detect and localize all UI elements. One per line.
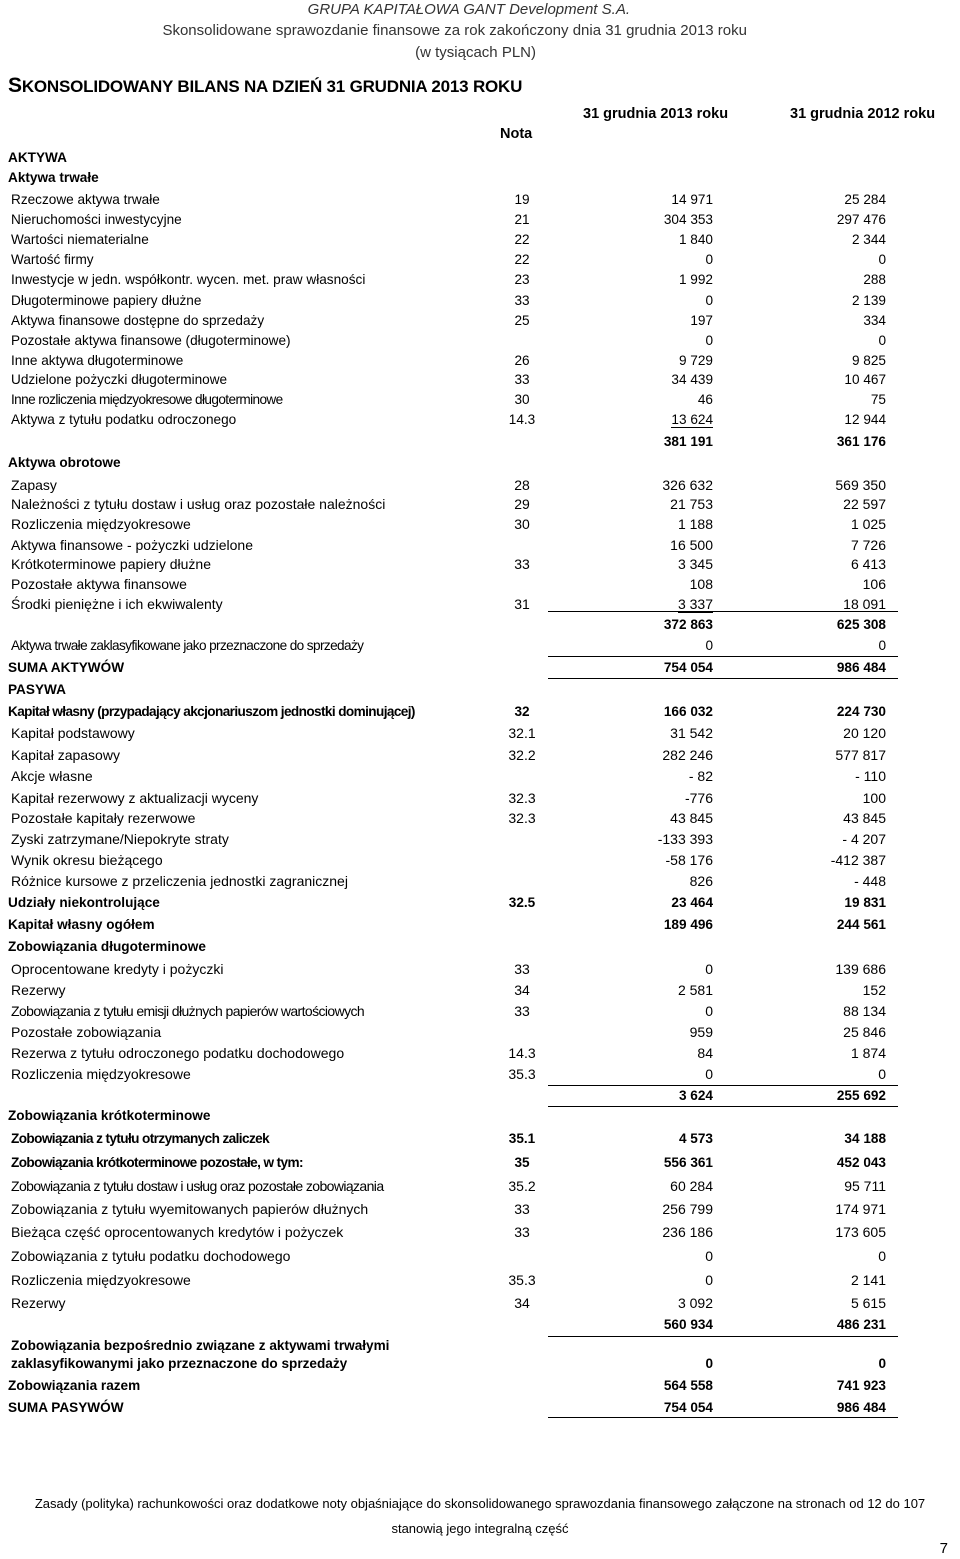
row-label: Zapasy — [11, 477, 57, 493]
value-2012: 6 413 — [850, 556, 886, 572]
value-2012: 88 134 — [843, 1003, 886, 1019]
table-row — [0, 682, 960, 702]
value-2012: 22 597 — [843, 496, 886, 512]
row-note: 33 — [514, 556, 530, 572]
row-label: Zobowiązania krótkoterminowe — [8, 1108, 211, 1123]
value-2013: 43 845 — [670, 810, 713, 826]
footer-note-cont: stanowią jego integralną część — [391, 1521, 569, 1536]
row-note: 35.3 — [508, 1066, 536, 1082]
table-row — [0, 192, 960, 212]
page-number: 7 — [939, 1540, 948, 1557]
value-2012: 43 845 — [843, 810, 886, 826]
value-2012: 152 — [862, 982, 886, 998]
value-2012: -412 387 — [830, 852, 886, 868]
value-2012: 625 308 — [836, 617, 886, 632]
row-label: Krótkoterminowe papiery dłużne — [11, 556, 211, 572]
value-2012: 0 — [878, 252, 886, 267]
table-row — [0, 939, 960, 959]
row-label: Rozliczenia międzyokresowe — [11, 1066, 191, 1082]
table-row — [0, 313, 960, 333]
table-row — [0, 516, 960, 536]
table-row — [0, 790, 960, 810]
value-2013: 46 — [697, 392, 713, 407]
value-2013: 754 054 — [663, 660, 713, 675]
table-row — [0, 1356, 960, 1376]
value-2013: 560 934 — [663, 1317, 713, 1332]
value-2012: 7 726 — [850, 537, 886, 553]
value-2012: 0 — [878, 1066, 886, 1082]
value-2013: 3 624 — [678, 1088, 713, 1103]
report-title: Skonsolidowane sprawozdanie finansowe za rok zakończony dnia 31 grudnia 2013 roku — [162, 22, 747, 39]
row-label: Rozliczenia międzyokresowe — [11, 516, 191, 532]
value-2013: -776 — [684, 790, 713, 806]
row-label: Bieżąca część oprocentowanych kredytów i pożyczek — [11, 1224, 344, 1240]
value-2013: 326 632 — [662, 477, 713, 493]
row-note: 14.3 — [508, 1045, 536, 1061]
value-2012: 2 141 — [850, 1272, 886, 1288]
value-2012: 255 692 — [836, 1088, 886, 1103]
page-title-rest: KONSOLIDOWANY BILANS NA DZIEŃ 31 GRUDNIA 2013 ROKU — [21, 77, 523, 96]
row-label: Zyski zatrzymane/Niepokryte straty — [11, 831, 229, 847]
value-2013: 197 — [690, 313, 713, 328]
row-note: 23 — [514, 272, 530, 287]
value-2013: 16 500 — [670, 537, 713, 553]
table-row — [0, 293, 960, 313]
value-2012: 569 350 — [835, 477, 886, 493]
value-2012: 18 091 — [843, 596, 886, 612]
table-row — [0, 1024, 960, 1044]
value-2012: 297 476 — [836, 212, 886, 227]
company-name: GRUPA KAPITAŁOWA GANT Development S.A. — [307, 1, 630, 18]
row-note: 33 — [514, 1201, 530, 1217]
value-2013: 3 337 — [677, 596, 713, 612]
row-note: 33 — [514, 372, 530, 387]
column-header-nota: Nota — [500, 126, 533, 142]
table-row — [0, 232, 960, 252]
table-row — [0, 596, 960, 616]
table-row — [0, 725, 960, 745]
value-2012: 34 188 — [844, 1131, 886, 1146]
value-2012: 174 971 — [835, 1201, 886, 1217]
value-2012: 0 — [878, 1248, 886, 1264]
row-label: Zobowiązania bezpośrednio związane z aktywami trwałymi — [11, 1338, 390, 1353]
row-note: 28 — [514, 477, 530, 493]
row-note: 35.3 — [508, 1272, 536, 1288]
row-note: 21 — [514, 212, 530, 227]
table-row — [0, 1003, 960, 1023]
value-2013: 4 573 — [678, 1131, 713, 1146]
value-2012: 173 605 — [835, 1224, 886, 1240]
value-2013: 31 542 — [670, 725, 713, 741]
page-title — [8, 74, 522, 98]
value-2013: 1 992 — [678, 272, 713, 287]
value-2013: 0 — [705, 333, 713, 348]
rule-subtotal-ca — [548, 611, 898, 612]
row-note: 34 — [514, 982, 530, 998]
table-row — [0, 212, 960, 232]
row-label: Kapitał własny (przypadający akcjonariuszom jednostki dominującej) — [8, 704, 415, 719]
row-label: Rozliczenia międzyokresowe — [11, 1272, 191, 1288]
table-row — [0, 1338, 960, 1358]
row-label: Długoterminowe papiery dłużne — [11, 293, 202, 308]
row-label: Wartości niematerialne — [11, 232, 149, 247]
row-label: Aktywa z tytułu podatku odroczonego — [11, 412, 237, 427]
table-row — [0, 768, 960, 788]
value-2012: 1 874 — [850, 1045, 886, 1061]
value-2013: 556 361 — [663, 1155, 713, 1170]
table-row — [0, 434, 960, 454]
row-note: 33 — [514, 961, 530, 977]
row-label: Udziały niekontrolujące — [8, 895, 160, 910]
table-row — [0, 272, 960, 292]
row-label: Wartość firmy — [11, 252, 94, 267]
units-note: (w tysiącach PLN) — [415, 44, 536, 61]
table-row — [0, 831, 960, 851]
table-row — [0, 982, 960, 1002]
value-2013: 34 439 — [671, 372, 713, 387]
value-2012: 139 686 — [835, 961, 886, 977]
value-2013: 754 054 — [663, 1400, 713, 1415]
value-2012: - 110 — [855, 768, 886, 784]
value-2012: 0 — [878, 638, 886, 653]
table-row — [0, 1108, 960, 1128]
table-row — [0, 150, 960, 170]
value-2013: 189 496 — [663, 917, 713, 932]
value-2013: 23 464 — [671, 895, 713, 910]
row-label: Zobowiązania razem — [8, 1378, 141, 1393]
row-label: Inne aktywa długoterminowe — [11, 353, 184, 368]
row-label: Należności z tytułu dostaw i usług oraz pozostałe należności — [11, 496, 386, 512]
row-note: 26 — [514, 353, 530, 368]
table-row — [0, 372, 960, 392]
row-note: 29 — [514, 496, 530, 512]
row-label: zaklasyfikowanymi jako przeznaczone do sprzedaży — [11, 1356, 348, 1371]
value-2013: 0 — [705, 1248, 713, 1264]
table-row — [0, 576, 960, 596]
value-2012: 25 284 — [844, 192, 886, 207]
value-2013: 0 — [705, 1272, 713, 1288]
row-label: Zobowiązania z tytułu podatku dochodowego — [11, 1248, 291, 1264]
table-row — [0, 170, 960, 190]
row-note: 14.3 — [508, 412, 536, 427]
value-2013: 304 353 — [663, 212, 713, 227]
table-row — [0, 1201, 960, 1221]
row-note: 30 — [514, 516, 530, 532]
value-2013: 9 729 — [678, 353, 713, 368]
value-2012: 100 — [862, 790, 886, 806]
value-2012: 0 — [878, 333, 886, 348]
row-note: 32.2 — [508, 747, 536, 763]
value-2013: 0 — [705, 1356, 713, 1371]
row-note: 35 — [514, 1155, 530, 1170]
row-label: Aktywa trwałe — [8, 170, 99, 185]
table-row — [0, 638, 960, 658]
row-note: 32.5 — [508, 895, 536, 910]
value-2012: - 448 — [854, 873, 886, 889]
value-2012: 19 831 — [844, 895, 886, 910]
row-label: Kapitał podstawowy — [11, 725, 135, 741]
value-2012: 244 561 — [836, 917, 886, 932]
row-label: Kapitał własny ogółem — [8, 917, 155, 932]
value-2013: 959 — [689, 1024, 713, 1040]
table-row — [0, 660, 960, 680]
value-2012: 1 025 — [850, 516, 886, 532]
row-note: 35.2 — [508, 1178, 536, 1194]
row-label: Zobowiązania z tytułu wyemitowanych papierów dłużnych — [11, 1201, 369, 1217]
table-row — [0, 392, 960, 412]
value-2013: 13 624 — [671, 412, 713, 427]
row-label: SUMA PASYWÓW — [8, 1400, 124, 1415]
table-row — [0, 1317, 960, 1337]
table-row — [0, 1224, 960, 1244]
value-2012: 75 — [870, 392, 886, 407]
row-label: Udzielone pożyczki długoterminowe — [11, 372, 228, 387]
value-2012: 5 615 — [850, 1295, 886, 1311]
row-label: SUMA AKTYWÓW — [8, 660, 125, 675]
page-title-initial: S — [8, 74, 22, 97]
table-row — [0, 1131, 960, 1151]
row-note: 32 — [514, 704, 530, 719]
row-label: Pozostałe aktywa finansowe — [11, 576, 187, 592]
value-2012: 224 730 — [836, 704, 886, 719]
row-note: 31 — [514, 596, 530, 612]
value-2012: 334 — [863, 313, 886, 328]
value-2013: 3 345 — [677, 556, 713, 572]
row-label: Różnice kursowe z przeliczenia jednostki zagranicznej — [11, 873, 348, 889]
value-2012: 10 467 — [844, 372, 886, 387]
value-2012: 12 944 — [844, 412, 886, 427]
value-2013: 60 284 — [670, 1178, 713, 1194]
row-label: Wynik okresu bieżącego — [11, 852, 163, 868]
value-2013: 2 581 — [677, 982, 713, 998]
row-label: Zobowiązania z tytułu dostaw i usług oraz pozostałe zobowiązania — [11, 1178, 384, 1194]
row-label: Akcje własne — [11, 768, 93, 784]
rule-before-total-assets — [548, 656, 898, 657]
value-2012: 486 231 — [836, 1317, 886, 1332]
row-label: Rzeczowe aktywa trwałe — [11, 192, 160, 207]
table-row — [0, 1178, 960, 1198]
value-2013: 0 — [705, 293, 713, 308]
row-note: 19 — [514, 192, 530, 207]
value-2012: 25 846 — [843, 1024, 886, 1040]
table-row — [0, 455, 960, 475]
row-label: Inne rozliczenia międzyokresowe długoterminowe — [11, 392, 283, 407]
table-row — [0, 556, 960, 576]
table-row — [0, 747, 960, 767]
table-row — [0, 917, 960, 937]
value-2013: 166 032 — [663, 704, 713, 719]
row-note: 32.3 — [508, 810, 536, 826]
table-row — [0, 496, 960, 516]
row-label: PASYWA — [8, 682, 66, 697]
table-row — [0, 895, 960, 915]
value-2012: 2 344 — [851, 232, 886, 247]
row-label: Pozostałe kapitały rezerwowe — [11, 810, 196, 826]
value-2012: 361 176 — [836, 434, 886, 449]
value-2013: -58 176 — [665, 852, 713, 868]
value-2012: 986 484 — [836, 660, 886, 675]
value-2012: - 4 207 — [842, 831, 886, 847]
table-row — [0, 1066, 960, 1086]
rule-total-liab — [548, 1417, 898, 1418]
value-2013: 0 — [705, 1066, 713, 1082]
value-2013: 256 799 — [662, 1201, 713, 1217]
row-note: 22 — [514, 252, 530, 267]
row-label: Zobowiązania z tytułu otrzymanych zaliczek — [11, 1131, 270, 1146]
row-note: 22 — [514, 232, 530, 247]
row-label: Pozostałe zobowiązania — [11, 1024, 162, 1040]
value-2013: 3 092 — [677, 1295, 713, 1311]
row-label: AKTYWA — [8, 150, 67, 165]
table-row — [0, 1248, 960, 1268]
row-label: Zobowiązania z tytułu emisji dłużnych papierów wartościowych — [11, 1003, 365, 1019]
table-row — [0, 1295, 960, 1315]
column-header-2013: 31 grudnia 2013 roku — [583, 106, 729, 122]
row-label: Środki pieniężne i ich ekwiwalenty — [11, 596, 223, 612]
row-label: Aktywa obrotowe — [8, 455, 121, 470]
table-row — [0, 704, 960, 724]
row-label: Rezerwy — [11, 982, 66, 998]
value-2013: 0 — [705, 1003, 713, 1019]
row-label: Aktywa trwałe zaklasyfikowane jako przeznaczone do sprzedaży — [11, 638, 364, 653]
table-row — [0, 1378, 960, 1398]
table-row — [0, 810, 960, 830]
row-label: Pozostałe aktywa finansowe (długoterminowe) — [11, 333, 291, 348]
column-header-2012: 31 grudnia 2012 roku — [790, 106, 936, 122]
table-row — [0, 617, 960, 637]
value-2012: 288 — [863, 272, 886, 287]
value-2012: 0 — [878, 1356, 886, 1371]
value-2012: 95 711 — [844, 1178, 886, 1194]
rule-subtotal-ltl — [548, 1106, 898, 1107]
footer-note: Zasady (polityka) rachunkowości oraz dodatkowe noty objaśniające do skonsolidowanego sprawozdania finansowego załączone na stronach od 12 do 107 — [34, 1496, 926, 1511]
value-2013: 381 191 — [663, 434, 713, 449]
value-2013: 0 — [705, 252, 713, 267]
table-row — [0, 412, 960, 432]
value-2013: 564 558 — [663, 1378, 713, 1393]
value-2012: 741 923 — [836, 1378, 886, 1393]
row-note: 34 — [514, 1295, 530, 1311]
row-label: Nieruchomości inwestycyjne — [11, 212, 182, 227]
rule-subtotal-nca — [548, 1085, 898, 1086]
value-2012: 106 — [862, 576, 886, 592]
value-2013: 1 840 — [678, 232, 713, 247]
row-label: Aktywa finansowe dostępne do sprzedaży — [11, 313, 265, 328]
table-row — [0, 961, 960, 981]
value-2013: 236 186 — [662, 1224, 713, 1240]
row-label: Kapitał rezerwowy z aktualizacji wyceny — [11, 790, 259, 806]
row-note: 33 — [514, 293, 530, 308]
value-2013: 1 188 — [677, 516, 713, 532]
table-row — [0, 333, 960, 353]
table-row — [0, 252, 960, 272]
table-row — [0, 1045, 960, 1065]
table-row — [0, 852, 960, 872]
row-note: 30 — [514, 392, 530, 407]
value-2013: 372 863 — [663, 617, 713, 632]
value-2012: 986 484 — [836, 1400, 886, 1415]
table-row — [0, 1272, 960, 1292]
row-label: Kapitał zapasowy — [11, 747, 120, 763]
value-2013: 0 — [705, 961, 713, 977]
row-note: 33 — [514, 1003, 530, 1019]
row-label: Rezerwa z tytułu odroczonego podatku dochodowego — [11, 1045, 345, 1061]
value-2012: 452 043 — [836, 1155, 886, 1170]
value-2013: 108 — [689, 576, 713, 592]
value-2013: -133 393 — [657, 831, 713, 847]
value-2012: 20 120 — [843, 725, 886, 741]
value-2012: 2 139 — [851, 293, 886, 308]
value-2012: 577 817 — [835, 747, 886, 763]
table-row — [0, 1088, 960, 1108]
table-row — [0, 477, 960, 497]
value-2013: 282 246 — [662, 747, 713, 763]
value-2013: 21 753 — [670, 496, 713, 512]
table-row — [0, 537, 960, 557]
row-label: Inwestycje w jedn. współkontr. wycen. met. praw własności — [11, 272, 366, 287]
row-label: Rezerwy — [11, 1295, 66, 1311]
value-2013: 0 — [705, 638, 713, 653]
row-note: 25 — [514, 313, 530, 328]
row-note: 35.1 — [508, 1131, 536, 1146]
value-2013: 84 — [697, 1045, 713, 1061]
row-label: Zobowiązania krótkoterminowe pozostałe, w tym: — [11, 1155, 303, 1170]
rule-total-assets — [548, 678, 898, 679]
row-label: Oprocentowane kredyty i pożyczki — [11, 961, 224, 977]
table-row — [0, 873, 960, 893]
rule-subtotal-stl — [548, 1336, 898, 1337]
table-row — [0, 1155, 960, 1175]
value-2013: 14 971 — [671, 192, 713, 207]
value-2013: - 82 — [688, 768, 713, 784]
value-2013: 826 — [689, 873, 713, 889]
row-note: 33 — [514, 1224, 530, 1240]
row-label: Aktywa finansowe - pożyczki udzielone — [11, 537, 254, 553]
row-label: Zobowiązania długoterminowe — [8, 939, 206, 954]
row-note: 32.1 — [508, 725, 536, 741]
table-row — [0, 353, 960, 373]
row-note: 32.3 — [508, 790, 536, 806]
value-2012: 9 825 — [851, 353, 886, 368]
